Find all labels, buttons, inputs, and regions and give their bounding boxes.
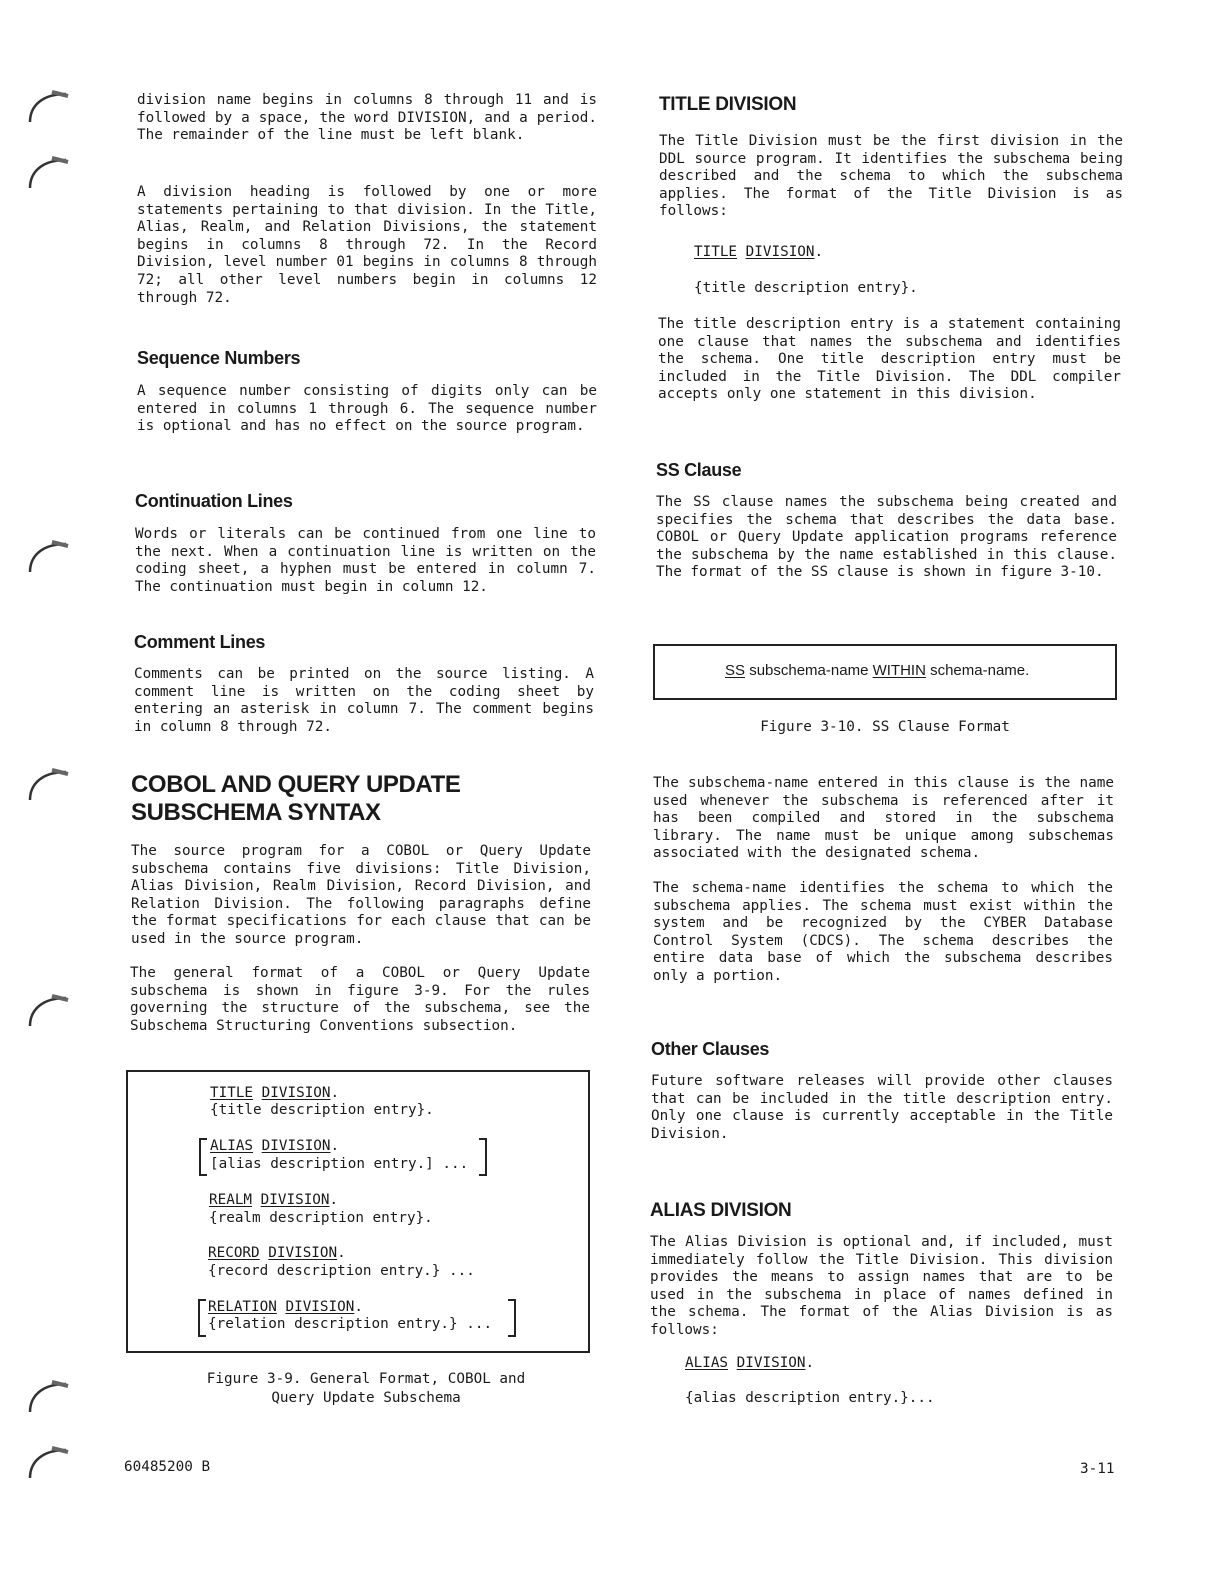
sequence-numbers-paragraph: A sequence number consisting of digits only can be entered in columns 1 through 6. The sequence number is optional and has no effect on the source program.: [137, 383, 597, 435]
syntax-paragraph-2: The general format of a COBOL or Query Update subschema is shown in figure 3-9. For the rules governing the structure of the subschema, see the Subschema Structuring Conventions subsection.: [130, 965, 590, 1034]
comment-lines-paragraph: Comments can be printed on the source listing. A comment line is written on the coding sheet by entering an asterisk in column 7. The comment begins in column 8 through 72.: [134, 666, 594, 735]
syntax-paragraph-1: The source program for a COBOL or Query Update subschema contains five divisions: Title Division, Alias Division, Realm Division, Record Division, and Relation Division. The following paragraphs define the format specifications for each clause that can be used in the source program.: [131, 843, 591, 947]
title-division-paragraph: The Title Division must be the first division in the DDL source program. It identifies the subschema being described and the schema to which the subschema applies. The format of the Title Division is as follows:: [659, 133, 1123, 220]
fig39-alias-division-keyword: ALIAS DIVISION.: [210, 1138, 340, 1154]
fig39-relation-entry: {relation description entry.} ...: [208, 1316, 493, 1332]
fig39-record-entry: {record description entry.} ...: [208, 1263, 475, 1279]
binder-hole-mark: [26, 766, 70, 802]
page-number: 3-11: [1080, 1461, 1115, 1477]
fig39-alias-left-bracket: [199, 1138, 207, 1176]
alias-division-format-keyword: ALIAS DIVISION.: [685, 1355, 815, 1371]
title-division-heading: TITLE DIVISION: [659, 94, 797, 115]
fig39-relation-division-keyword: RELATION DIVISION.: [208, 1299, 363, 1315]
intro-paragraph-1: division name begins in columns 8 through 11 and is followed by a space, the word DIVISION, and a period. The remainder of the line must be left blank.: [137, 92, 597, 144]
binder-hole-mark: [26, 992, 70, 1028]
sequence-numbers-heading: Sequence Numbers: [137, 348, 301, 368]
comment-lines-heading: Comment Lines: [134, 632, 266, 652]
major-heading-line-1: COBOL AND QUERY UPDATE: [131, 771, 461, 798]
binder-hole-mark: [26, 1378, 70, 1414]
alias-division-heading: ALIAS DIVISION: [650, 1200, 792, 1221]
other-clauses-heading: Other Clauses: [651, 1039, 770, 1059]
ss-clause-heading: SS Clause: [656, 460, 742, 480]
binder-hole-mark: [26, 1444, 70, 1480]
fig39-relation-left-bracket: [198, 1299, 206, 1337]
fig39-alias-entry: [alias description entry.] ...: [210, 1156, 469, 1172]
figure-3-9-caption: Figure 3-9. General Format, COBOL and Query Update Subschema: [206, 1371, 526, 1406]
alias-division-format-entry: {alias description entry.}...: [685, 1390, 935, 1406]
schema-name-paragraph: The schema-name identifies the schema to which the subschema applies. The schema must exist within the system and be recognized by the CYBER Database Control System (CDCS). The schema describes the entire data base of which the subschema describes only a portion.: [653, 880, 1113, 984]
title-division-format-entry: {title description entry}.: [694, 280, 918, 296]
binder-hole-mark: [26, 154, 70, 190]
fig39-title-division-keyword: TITLE DIVISION.: [210, 1085, 340, 1101]
fig39-alias-right-bracket: [479, 1138, 487, 1176]
title-description-paragraph: The title description entry is a statement containing one clause that names the subschema and identifies the schema. One title description entry must be included in the Title Division. The DDL compiler accepts only one statement in this division.: [658, 316, 1121, 403]
continuation-lines-paragraph: Words or literals can be continued from one line to the next. When a continuation line is written on the coding sheet, a hyphen must be entered in column 7. The continuation must begin in column 12.: [135, 526, 596, 595]
document-number: 60485200 B: [124, 1459, 211, 1475]
fig39-relation-right-bracket: [508, 1299, 516, 1337]
fig39-title-entry: {title description entry}.: [210, 1102, 434, 1118]
ss-clause-format: SS subschema-name WITHIN schema-name.: [725, 662, 1030, 679]
continuation-lines-heading: Continuation Lines: [135, 491, 293, 511]
binder-hole-mark: [26, 538, 70, 574]
ss-clause-paragraph: The SS clause names the subschema being created and specifies the schema that describes the data base. COBOL or Query Update application programs reference the subschema by the name established in this clause. The format of the SS clause is shown in figure 3-10.: [656, 494, 1117, 581]
fig39-realm-division-keyword: REALM DIVISION.: [209, 1192, 339, 1208]
fig39-realm-entry: {realm description entry}.: [209, 1210, 433, 1226]
intro-paragraph-2: A division heading is followed by one or more statements pertaining to that division. In the Title, Alias, Realm, and Relation Divisions, the statement begins in columns 8 through 72. In the Record Division, level number 01 begins in columns 8 through 72; all other level numbers begin in columns 12 through 72.: [137, 184, 597, 306]
fig39-record-division-keyword: RECORD DIVISION.: [208, 1245, 346, 1261]
other-clauses-paragraph: Future software releases will provide other clauses that can be included in the title description entry. Only one clause is currently acceptable in the Title Division.: [651, 1073, 1113, 1142]
alias-division-paragraph: The Alias Division is optional and, if included, must immediately follow the Title Division. This division provides the means to assign names that are to be used in the subschema in place of names defined in the schema. The format of the Alias Division is as follows:: [650, 1234, 1113, 1338]
major-heading-line-2: SUBSCHEMA SYNTAX: [131, 799, 381, 826]
figure-3-10-caption: Figure 3-10. SS Clause Format: [760, 719, 1010, 735]
binder-hole-mark: [26, 88, 70, 124]
title-division-format-keyword: TITLE DIVISION.: [694, 244, 824, 260]
cobol-query-update-heading: [131, 771, 460, 827]
subschema-name-paragraph: The subschema-name entered in this clause is the name used whenever the subschema is referenced after it has been compiled and stored in the subschema library. The name must be unique among subschemas associated with the designated schema.: [653, 775, 1114, 862]
